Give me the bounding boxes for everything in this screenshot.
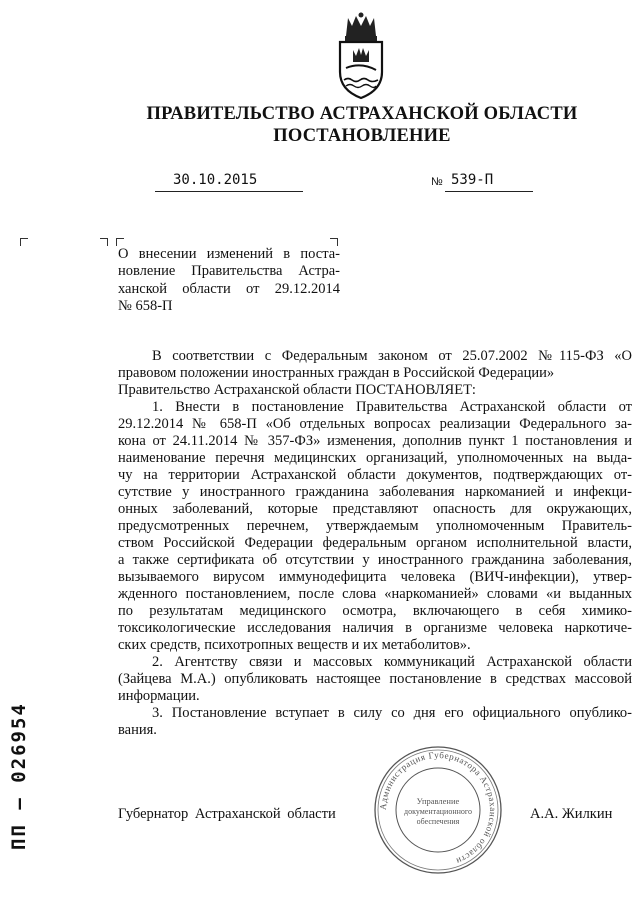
seal-inner-line: обеспечения xyxy=(416,817,460,826)
subject-line: № 658-П xyxy=(118,298,173,315)
corner-mark xyxy=(330,238,338,246)
seal-outer-text: Администрация Губернатора Астраханской области xyxy=(377,749,499,867)
government-title: ПРАВИТЕЛЬСТВО АСТРАХАНСКОЙ ОБЛАСТИ xyxy=(146,104,578,124)
item1-line: чу на территории Астраханской области документов, подтверждающих от- xyxy=(118,467,632,483)
preamble-line: Правительство Астраханской области ПОСТАНОВЛЯЕТ: xyxy=(118,382,476,398)
item3-line: 3. Постановление вступает в силу со дня его официального опублико- xyxy=(152,705,632,721)
subject-line: О внесении изменений в поста- xyxy=(118,246,340,262)
item2-line: 2. Агентству связи и массовых коммуникаций Астраханской области xyxy=(152,654,632,670)
item1-line: ских средств, психотропных веществ и их метаболитов». xyxy=(118,637,471,653)
preamble-line: В соответствии с Федеральным законом от 25.07.2002 №115-ФЗ «О xyxy=(152,348,632,364)
document-number: 539-П xyxy=(445,172,533,192)
corner-mark xyxy=(20,238,28,246)
item2-line: информации. xyxy=(118,688,200,704)
preamble-line: правовом положении иностранных граждан в Российской Федерации» xyxy=(118,365,555,381)
item1-line: жденного постановлением, после слова «наркоманией» словами «и выданных xyxy=(118,586,632,602)
seal-inner-line: Управление xyxy=(416,796,460,806)
item1-line: 1. Внести в постановление Правительства Астраханской области от xyxy=(152,399,632,415)
item1-line: наименование перечня медицинских организаций, уполномоченных на выда- xyxy=(118,450,632,466)
seal-inner-line: документационного xyxy=(404,807,472,816)
item1-line: предусмотренных перечнем, утверждаемым уполномоченным Правитель- xyxy=(118,518,632,534)
item1-line: онных заболеваний, которые представляют опасность для окружающих, xyxy=(118,501,632,517)
document-type: ПОСТАНОВЛЕНИЕ xyxy=(273,126,451,146)
coat-of-arms-icon xyxy=(326,12,396,100)
item1-line: кона от 24.11.2014 № 357-ФЗ» изменения, дополнив пункт 1 постановления и xyxy=(118,433,632,449)
item1-line: вызываемого вирусом иммунодефицита человека (ВИЧ-инфекции), утвер- xyxy=(118,569,632,585)
item3-line: вания. xyxy=(118,722,157,738)
item1-line: сутствие у иностранного гражданина заболевания наркоманией и инфекци- xyxy=(118,484,632,500)
document-subject xyxy=(118,246,340,316)
signatory-name: А.А. Жилкин xyxy=(530,806,613,822)
corner-mark xyxy=(116,238,124,246)
item1-line: по результатам медицинского осмотра, включающего в себя химико- xyxy=(118,603,632,619)
item1-line: ством Российской Федерации федеральным органом исполнительной власти, xyxy=(118,535,632,551)
item2-line: (Зайцева М.А.) опубликовать настоящее постановление в средствах массовой xyxy=(118,671,632,687)
document-date: 30.10.2015 xyxy=(155,172,303,192)
subject-line: ханской области от 29.12.2014 xyxy=(118,280,340,297)
form-serial-number: ПП – 026954 xyxy=(8,702,30,850)
corner-mark xyxy=(100,238,108,246)
signatory-title: Губернатор Астраханской области xyxy=(118,806,336,822)
subject-line: новление Правительства Астра- xyxy=(118,263,340,280)
item1-line: токсикологические исследования наличия в организме человека наркотиче- xyxy=(118,620,632,636)
item1-line: 29.12.2014 № 658-П «Об отдельных вопросах реализации Федерального за- xyxy=(118,416,632,432)
official-seal-icon xyxy=(372,744,504,876)
item1-line: а также сертификата об отсутствии у иностранного гражданина заболевания, xyxy=(118,552,632,568)
document-body xyxy=(118,348,632,739)
number-sign: № xyxy=(431,176,443,188)
